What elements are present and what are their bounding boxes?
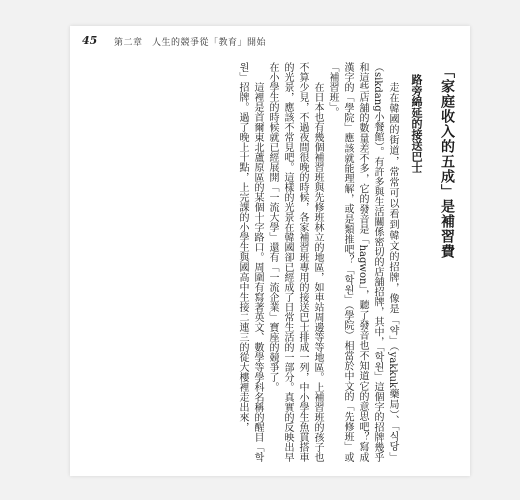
paragraph: 在日本也有幾個補習班與先修班林立的地區，如車站周邊等等地區。上補習班的孩子也不算少見，不過夜間很晚的時候，各家補習班專用的接送巴士排成一列，中小學生魚貫搭車的光景，應該不常見吧。這樣的光景在韓國卻已經成了日常生活的一部分。真實的反映出早在小學生的時候就已經展開「一流大學」還有「一流企業」寶座的競爭了。 (267, 62, 323, 462)
paragraph: 走在韓國的街道，常常可以看到韓文的招牌，像是「약」（yakkuk藥局）、「식당」（sikdang小餐館）。有許多與生活關係密切的店舖招牌，其中，「학원」這個字的招牌幾乎和這些店舖的數量差不多，它的發音是「hagwon」，聽了發音也不知道它的意思吧？寫成漢字的「學院」應該就能理解，或是類推吧？「학원」（學院）相當於中文的「先修班」或「補習班」。 (327, 62, 398, 462)
vertical-text-block (96, 62, 456, 462)
section-heading: 路旁綿延的接送巴士 (410, 74, 423, 173)
chapter-title: 「家庭收入的五成」是補習費 (439, 64, 455, 259)
paragraph: 這裡是首爾東北蘆原區的某個十字路口。周圍有寫著英文、數學等學科名稱的醒目「학원」招牌。過了晚上十點，上完課的小學生與國高中生接二連三的從大樓裡走出來， (237, 62, 263, 462)
book-page (70, 26, 470, 476)
running-head: 第二章 人生的競爭從「教育」開始 (114, 38, 267, 48)
page-number: 45 (82, 34, 98, 47)
